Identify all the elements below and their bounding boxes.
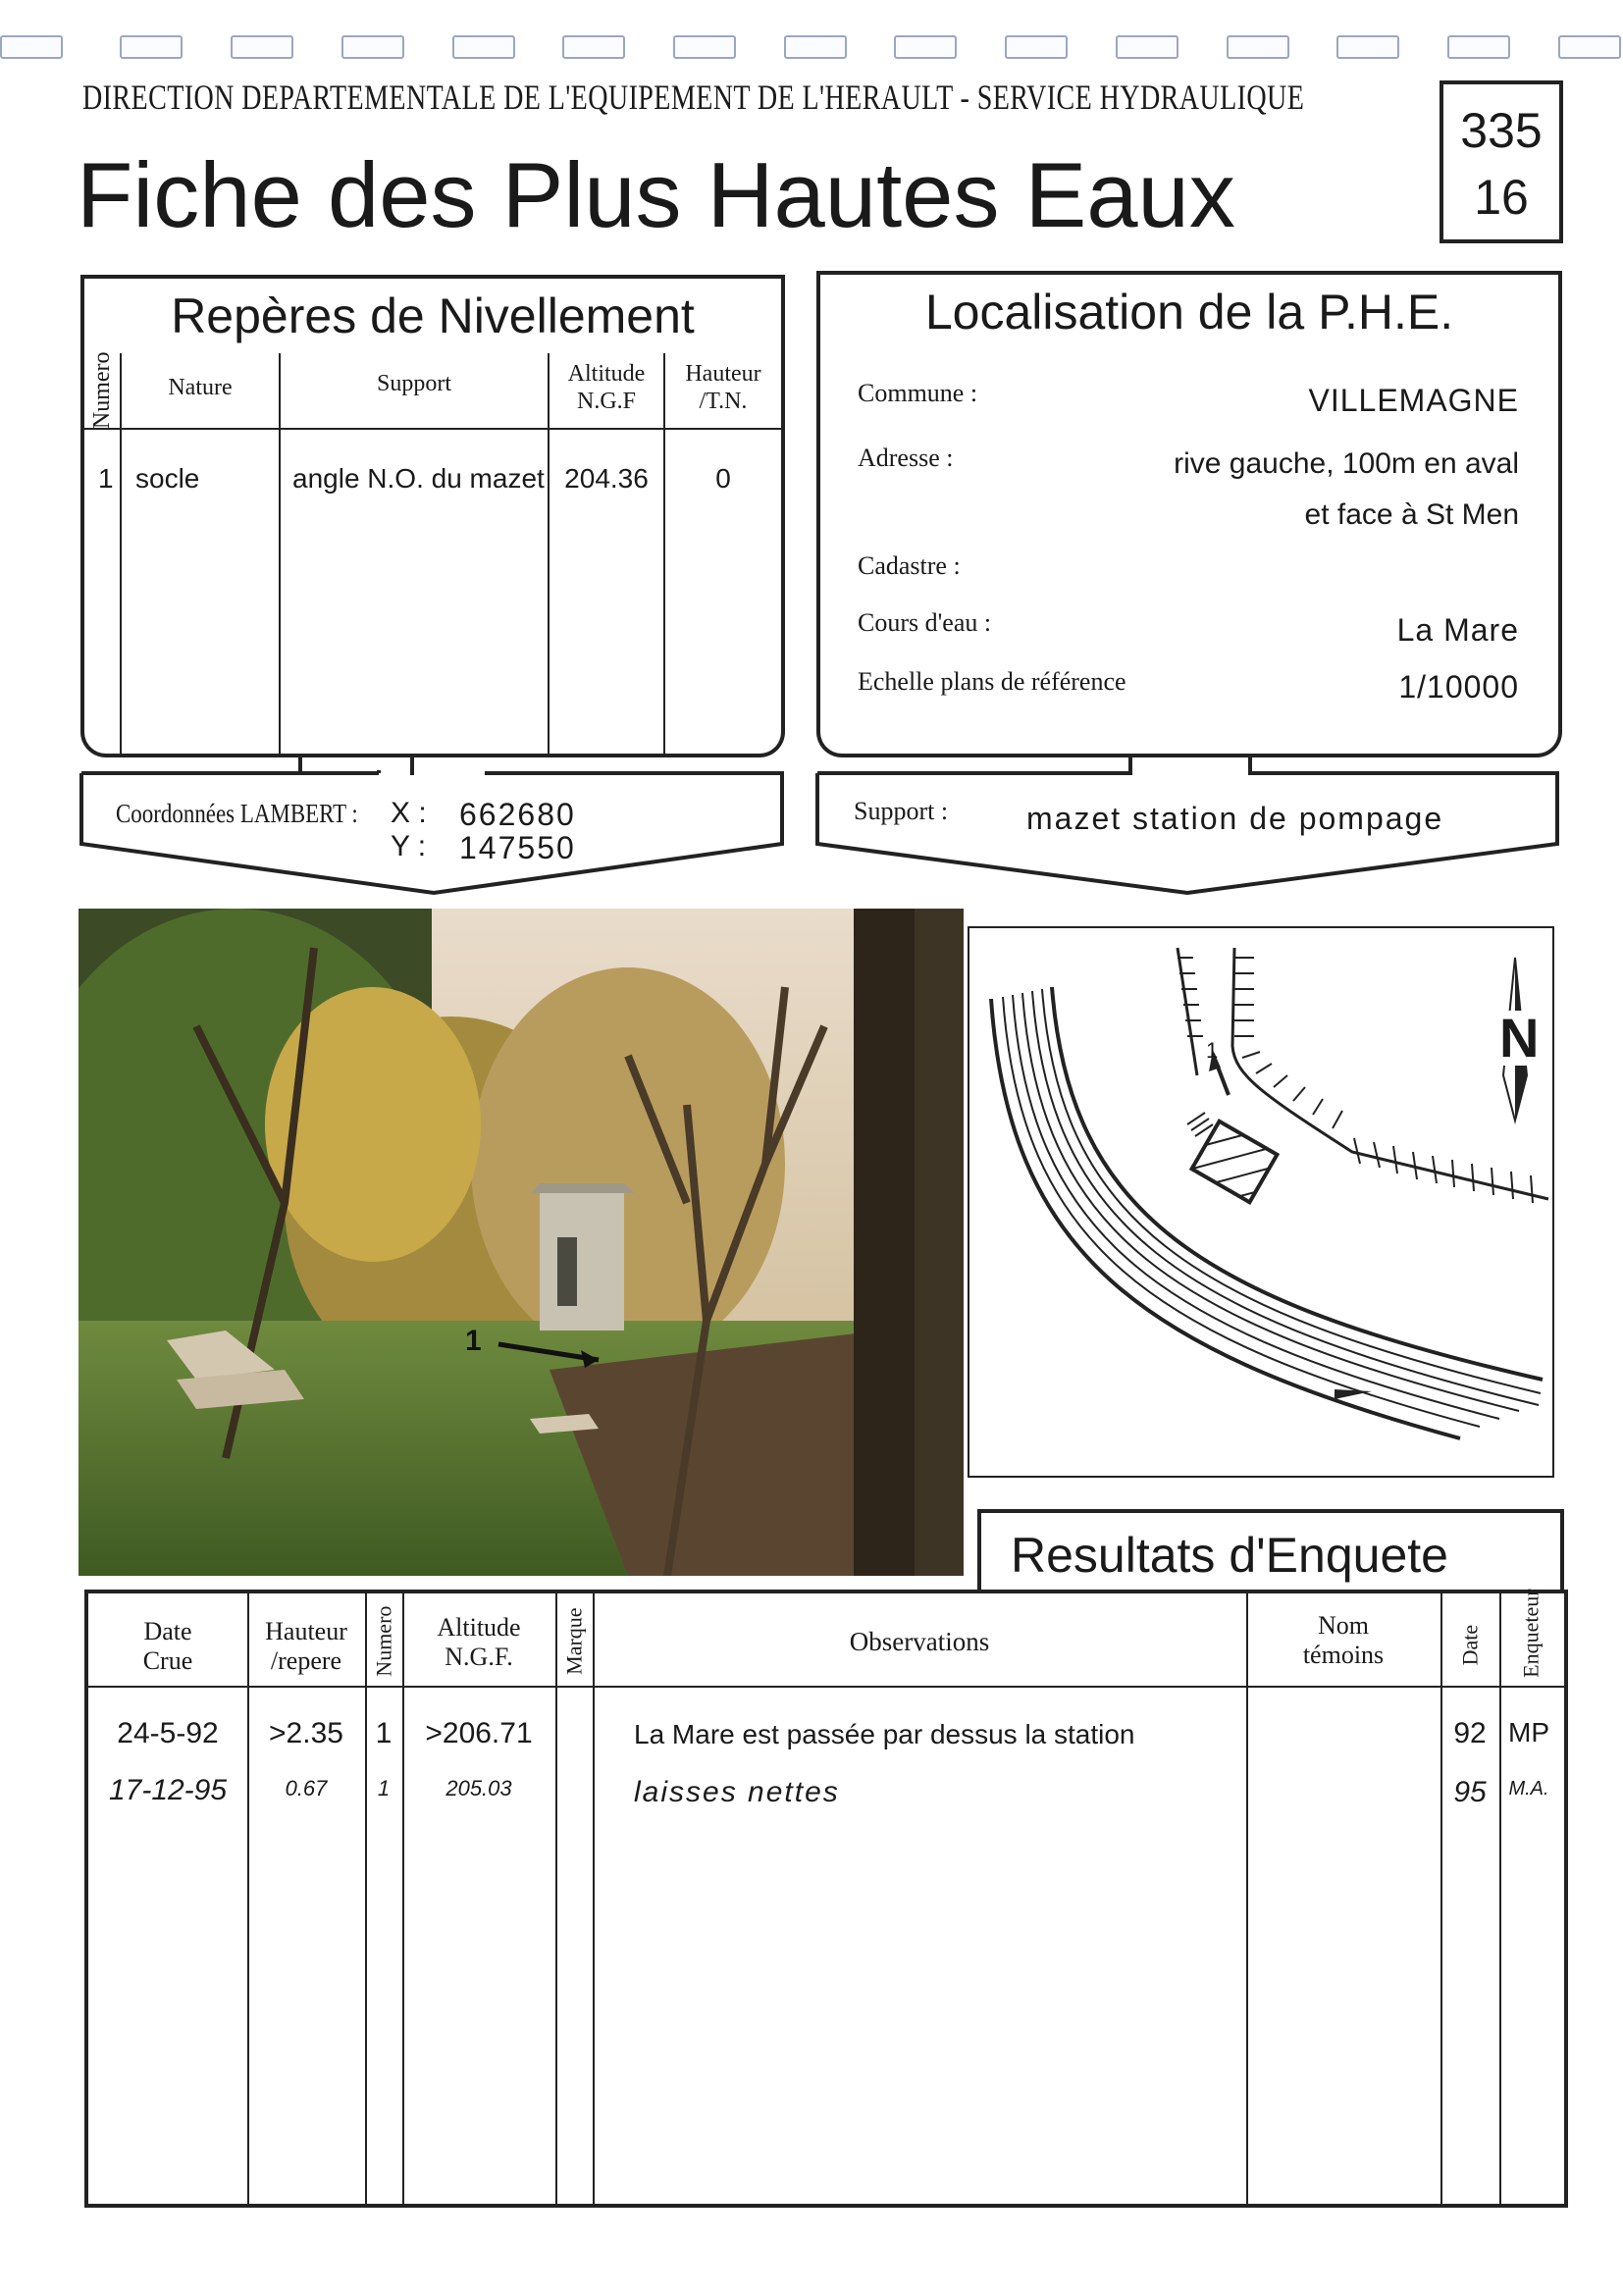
col-numero: Numero (89, 351, 116, 430)
binder-hole (231, 35, 293, 59)
x-label: X : (391, 797, 427, 829)
col-hauteur (665, 361, 781, 415)
col-date: Date (1457, 1624, 1483, 1666)
adresse-line2: et face à St Men (1304, 498, 1519, 531)
col-hauteur-line2: /T.N. (699, 388, 748, 414)
col-altitude (550, 361, 663, 415)
row-numero: 1 (377, 1776, 391, 1800)
page-title: Fiche des Plus Hautes Eaux (77, 143, 1235, 246)
support-label: Support : (854, 797, 949, 825)
col-nom-line2: témoins (1302, 1640, 1385, 1669)
col-altitude-line2: N.G.F. (445, 1642, 513, 1671)
adresse-line1: rive gauche, 100m en aval (1174, 447, 1519, 480)
row-altitude: 205.03 (445, 1776, 512, 1800)
localisation-panel (816, 349, 1562, 757)
building-symbol (1192, 1122, 1278, 1202)
binder-hole (562, 35, 625, 59)
support-value: mazet station de pompage (1026, 801, 1444, 836)
col-altitude-line1: Altitude (567, 361, 646, 387)
reperes-table (80, 353, 785, 757)
coordinates-label: Coordonnées LAMBERT : (116, 799, 358, 828)
binder-hole (120, 35, 183, 59)
y-value: 147550 (459, 830, 576, 865)
row-enqueteur: MP (1508, 1717, 1549, 1748)
binder-hole (894, 35, 957, 59)
binder-hole (1005, 35, 1068, 59)
x-value: 662680 (459, 797, 576, 832)
col-hauteur-line2: /repere (270, 1645, 342, 1675)
photo-marker: 1 (465, 1325, 482, 1357)
col-altitude-line2: N.G.F (576, 388, 636, 414)
col-observations: Observations (849, 1627, 990, 1656)
binder-hole (784, 35, 847, 59)
col-nature: Nature (168, 375, 233, 400)
binder-hole (1227, 35, 1289, 59)
cours-value: La Mare (1396, 612, 1519, 648)
row-observations: laisses nettes (634, 1776, 840, 1808)
cadastre-label: Cadastre : (858, 551, 961, 580)
col-hauteur-line1: Hauteur (685, 361, 761, 387)
echelle-label: Echelle plans de référence (858, 667, 1126, 696)
commune-label: Commune : (858, 379, 978, 407)
binder-hole (341, 35, 404, 59)
coordinates-box (79, 770, 785, 898)
site-photo (79, 909, 964, 1576)
col-date-line2: Crue (142, 1645, 193, 1675)
col-hauteur-line1: Hauteur (265, 1617, 347, 1645)
binder-hole (1447, 35, 1510, 59)
binder-hole (673, 35, 736, 59)
row-hauteur: >2.35 (269, 1717, 343, 1749)
north-label: N (1499, 1007, 1540, 1069)
row-observations: La Mare est passée par dessus la station (634, 1719, 1135, 1749)
reference-box (1440, 80, 1563, 243)
row-date: 24-5-92 (117, 1717, 219, 1749)
col-altitude-ngf (402, 1613, 555, 1672)
col-enqueteur: Enqueteur (1518, 1589, 1544, 1678)
support-notch (1128, 756, 1252, 775)
row-altitude: 204.36 (564, 463, 649, 494)
binder-hole (1558, 35, 1621, 59)
row-date: 17-12-95 (108, 1774, 228, 1806)
resultats-heading: Resultats d'Enquete (1011, 1528, 1448, 1583)
row-annee: 92 (1453, 1717, 1487, 1749)
agency-name: DIRECTION DEPARTEMENTALE DE L'EQUIPEMENT DE L'HERAULT - SERVICE HYDRAULIQUE (82, 78, 1305, 117)
row-annee: 95 (1453, 1776, 1487, 1808)
reference-top: 335 (1460, 103, 1543, 158)
row-hauteur: 0.67 (285, 1776, 328, 1800)
row-altitude: >206.71 (425, 1717, 533, 1749)
row-nature: socle (135, 463, 200, 494)
binder-hole (452, 35, 515, 59)
resultats-heading-tab (977, 1509, 1564, 1595)
commune-value: VILLEMAGNE (1308, 383, 1519, 418)
col-altitude-line1: Altitude (437, 1613, 521, 1642)
col-nom-line1: Nom (1318, 1611, 1369, 1640)
col-date-line1: Date (143, 1617, 192, 1645)
row-enqueteur: M.A. (1508, 1778, 1549, 1800)
reperes-heading: Repères de Nivellement (80, 275, 785, 357)
site-plan (968, 926, 1554, 1478)
resultats-table (84, 1590, 1568, 2208)
y-label: Y : (391, 830, 427, 862)
binder-hole (0, 35, 63, 59)
binder-hole (1116, 35, 1178, 59)
binder-hole (1336, 35, 1399, 59)
row-hauteur: 0 (715, 463, 731, 494)
col-nom-temoins (1246, 1611, 1440, 1670)
col-support: Support (376, 371, 451, 396)
col-hauteur-repere (247, 1617, 365, 1676)
localisation-heading: Localisation de la P.H.E. (816, 271, 1562, 353)
cours-label: Cours d'eau : (858, 608, 992, 637)
reference-bottom: 16 (1474, 170, 1529, 225)
coordinates-notch (298, 756, 414, 775)
col-numero: Numero (371, 1605, 396, 1677)
row-numero: 1 (98, 463, 114, 494)
row-support: angle N.O. du mazet (292, 463, 545, 494)
row-numero: 1 (375, 1717, 393, 1749)
adresse-label: Adresse : (858, 444, 954, 472)
col-date-crue (88, 1617, 247, 1676)
plan-marker: 1 (1206, 1038, 1219, 1063)
echelle-value: 1/10000 (1398, 669, 1519, 704)
col-marque: Marque (561, 1607, 587, 1675)
